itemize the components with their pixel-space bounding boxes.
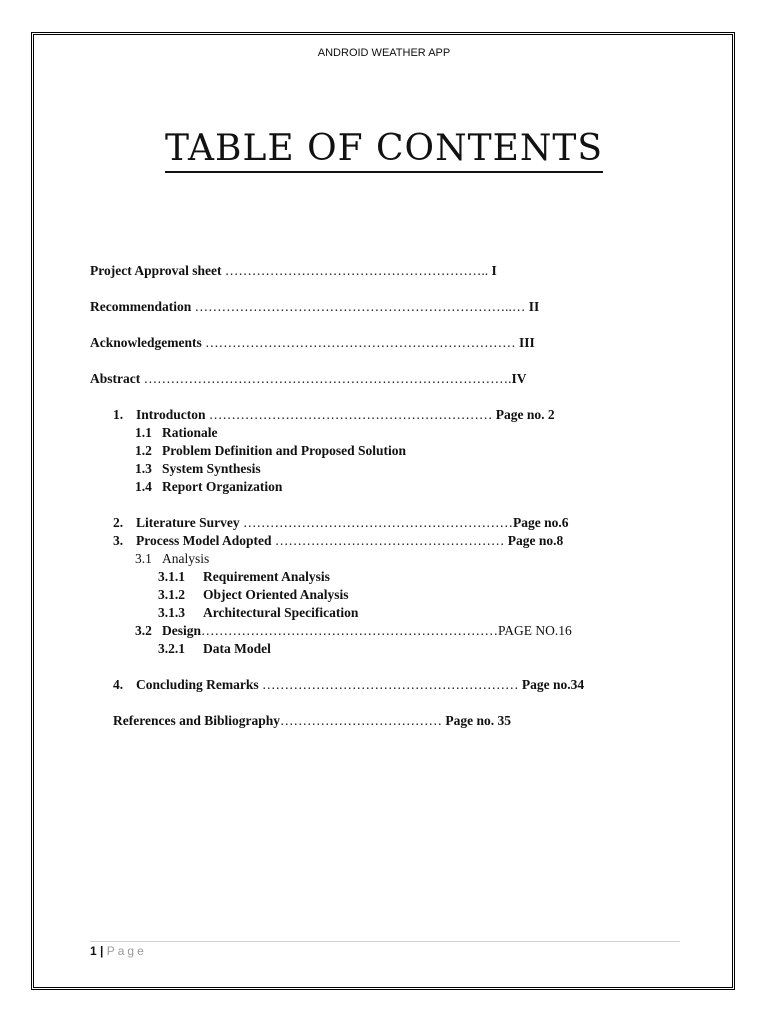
title-wrapper: [0, 128, 768, 173]
toc-page: Page no. 2: [492, 407, 555, 422]
toc-label: Problem Definition and Proposed Solution: [162, 443, 407, 458]
toc-section-1-4: [90, 478, 650, 496]
toc-number: 1.1: [135, 425, 152, 440]
toc-label: Report Organization: [162, 479, 283, 494]
toc-number: 3.1.1: [158, 569, 185, 584]
toc-label: Literature Survey: [136, 515, 240, 530]
toc-number: 4.: [113, 677, 124, 692]
toc-leader: ……………………………………………………………..…: [191, 299, 526, 314]
toc-entry-abstract: [90, 370, 650, 388]
toc-chapter-3: [90, 532, 650, 550]
toc-number: 3.1.2: [158, 587, 185, 602]
toc-number: 3.2: [135, 623, 152, 638]
toc-leader: ……………………………………………: [271, 533, 505, 548]
toc-label: Process Model Adopted: [136, 533, 272, 548]
toc-chapter-1: [90, 406, 650, 424]
toc-number: 3.: [113, 533, 124, 548]
toc-label: Acknowledgements: [90, 335, 202, 350]
toc-page: Page no.6: [512, 515, 569, 530]
toc-leader: ……………………………………………………………: [201, 335, 516, 350]
toc-section-1-1: [90, 424, 650, 442]
toc-label: Concluding Remarks: [136, 677, 259, 692]
toc-leader: ………………………………………………………: [205, 407, 493, 422]
toc-page: Page no.34: [518, 677, 585, 692]
toc-page: II: [525, 299, 540, 314]
toc-number: 1.2: [135, 443, 152, 458]
toc-spacer: [90, 658, 650, 676]
toc-spacer: [90, 694, 650, 712]
footer-separator: |: [96, 944, 107, 958]
toc-chapter-2: [90, 514, 650, 532]
toc-page: IV: [511, 371, 527, 386]
toc-number: 3.2.1: [158, 641, 185, 656]
toc-page: III: [515, 335, 535, 350]
toc-number: 1.3: [135, 461, 152, 476]
toc-leader: …………………………………………………: [258, 677, 519, 692]
toc-section-3-2-1: [90, 640, 650, 658]
toc-section-1-2: [90, 442, 650, 460]
page-footer: [90, 944, 147, 958]
toc-page: Page no.8: [504, 533, 564, 548]
toc-leader: ………………………………: [280, 713, 443, 728]
toc-label: Object Oriented Analysis: [203, 587, 349, 602]
toc-number: 2.: [113, 515, 124, 530]
toc-label: Project Approval sheet: [90, 263, 222, 278]
toc-spacer: [90, 496, 650, 514]
toc-section-3-1-2: [90, 586, 650, 604]
page-title: TABLE OF CONTENTS: [165, 128, 603, 173]
toc-number: 1.: [113, 407, 124, 422]
toc-section-3-1-3: [90, 604, 650, 622]
toc-section-3-2: [90, 622, 650, 640]
toc-label: Recommendation: [90, 299, 192, 314]
toc-leader: ……………………………………………………: [239, 515, 513, 530]
running-header: ANDROID WEATHER APP: [317, 47, 451, 59]
toc-leader: …………………………………………………………: [201, 623, 499, 638]
toc-label: Analysis: [162, 551, 210, 566]
toc-label: Design: [162, 623, 202, 638]
toc-number: 1.4: [135, 479, 152, 494]
toc-page: Page no. 35: [442, 713, 512, 728]
table-of-contents: [90, 262, 650, 730]
toc-leader: ……………………………………………………………………….: [140, 371, 512, 386]
toc-references: [90, 712, 650, 730]
toc-label: Requirement Analysis: [203, 569, 330, 584]
toc-page: PAGE NO.16: [498, 623, 572, 638]
toc-section-3-1-1: [90, 568, 650, 586]
footer-page-label: Page: [106, 944, 147, 958]
footer-divider: [90, 941, 680, 942]
toc-label: Architectural Specification: [203, 605, 359, 620]
toc-label: Data Model: [203, 641, 271, 656]
toc-page: I: [488, 263, 497, 278]
toc-label: Abstract: [90, 371, 141, 386]
toc-label: References and Bibliography: [113, 713, 281, 728]
toc-entry-acknowledgements: [90, 334, 650, 352]
toc-entry-approval: [90, 262, 650, 280]
toc-section-3-1: [90, 550, 650, 568]
toc-number: 3.1: [135, 551, 152, 566]
toc-number: 3.1.3: [158, 605, 185, 620]
toc-chapter-4: [90, 676, 650, 694]
toc-leader: …………………………………………………..: [221, 263, 489, 278]
toc-label: Introducton: [136, 407, 206, 422]
toc-label: Rationale: [162, 425, 218, 440]
footer-page-number: 1: [90, 944, 97, 958]
toc-entry-recommendation: [90, 298, 650, 316]
toc-section-1-3: [90, 460, 650, 478]
toc-label: System Synthesis: [162, 461, 261, 476]
